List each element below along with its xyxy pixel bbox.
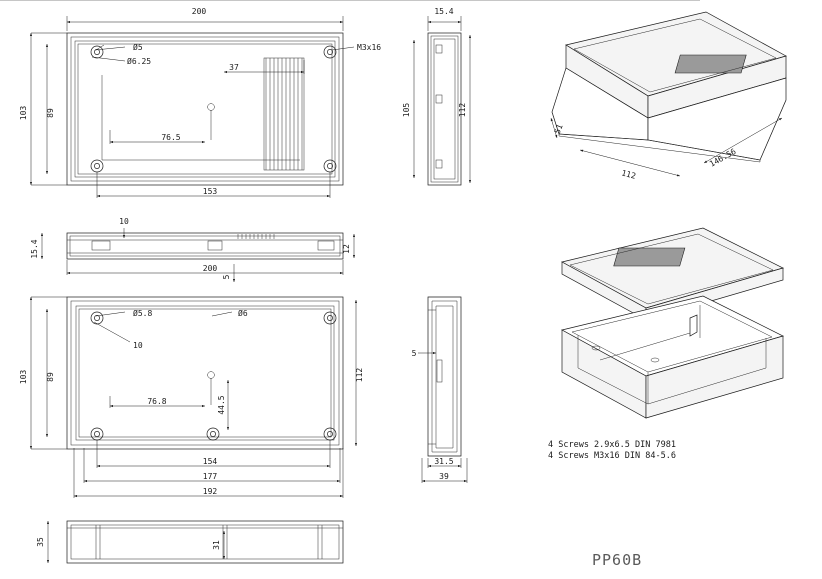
dim-base-offset-v: 44.5 — [217, 395, 226, 415]
dim-base-offset-mid: 76.8 — [147, 397, 167, 406]
dim-top-hole-b: Ø6.25 — [127, 57, 152, 66]
dim-lidside-height: 105 — [402, 102, 411, 118]
dim-baseside-wall: 5 — [411, 349, 417, 358]
dim-base-depth: 112 — [355, 367, 364, 383]
view-base-front — [48, 521, 343, 563]
dim-lidfront-lip: 10 — [119, 217, 129, 226]
dim-lidside-width: 15.4 — [434, 7, 454, 16]
dim-top-hole-a: Ø5 — [133, 43, 143, 52]
dim-base-offset-small: 10 — [133, 341, 143, 350]
view-base-side — [418, 297, 467, 483]
dim-baseside-outer-depth: 39 — [439, 472, 449, 481]
view-iso-exploded — [562, 228, 783, 418]
view-lid-front — [42, 228, 354, 282]
dim-iso-length: 146.56 — [707, 146, 738, 169]
dim-iso-width: 112 — [620, 168, 637, 181]
dim-lidfront-thickness: 12 — [342, 244, 351, 254]
drawing-title: PP60B — [592, 551, 643, 569]
dim-top-height-inner: 89 — [46, 108, 55, 118]
dim-basefront-height: 35 — [36, 537, 45, 547]
dim-top-inner-width: 153 — [202, 187, 218, 196]
dim-base-hole-b: Ø6 — [238, 309, 248, 318]
dim-top-offset: 76.5 — [161, 133, 181, 142]
view-lid-side — [414, 16, 470, 185]
dim-lidfront-overall-width: 200 — [202, 264, 218, 273]
note-line-2: 4 Screws M3x16 DIN 84-5.6 — [548, 451, 676, 461]
dim-iso-height: 51 — [552, 122, 565, 136]
dim-top-slot-width: 37 — [229, 63, 239, 72]
dim-lidfront-height: 15.4 — [30, 239, 39, 259]
dim-lidside-depth: 112 — [458, 102, 467, 118]
dim-baseside-inner-depth: 31.5 — [434, 457, 454, 466]
dim-base-width-c: 192 — [202, 487, 218, 496]
dim-base-width-b: 177 — [202, 472, 218, 481]
view-lid-top — [31, 16, 354, 198]
dim-lidfront-inner: 5 — [222, 274, 231, 280]
note-line-1: 4 Screws 2.9x6.5 DIN 7981 — [548, 440, 676, 450]
dim-base-height-outer: 103 — [19, 369, 28, 385]
dim-basefront-inner-height: 31 — [212, 540, 221, 550]
view-base-top — [31, 297, 356, 498]
dim-top-screw-callout: M3x16 — [357, 43, 382, 52]
dim-base-inner-width: 154 — [202, 457, 218, 466]
dim-base-hole-a: Ø5.8 — [133, 309, 153, 318]
dim-base-height-inner: 89 — [46, 372, 55, 382]
dim-top-height-outer: 103 — [19, 105, 28, 121]
dim-top-overall-width: 200 — [191, 7, 207, 16]
